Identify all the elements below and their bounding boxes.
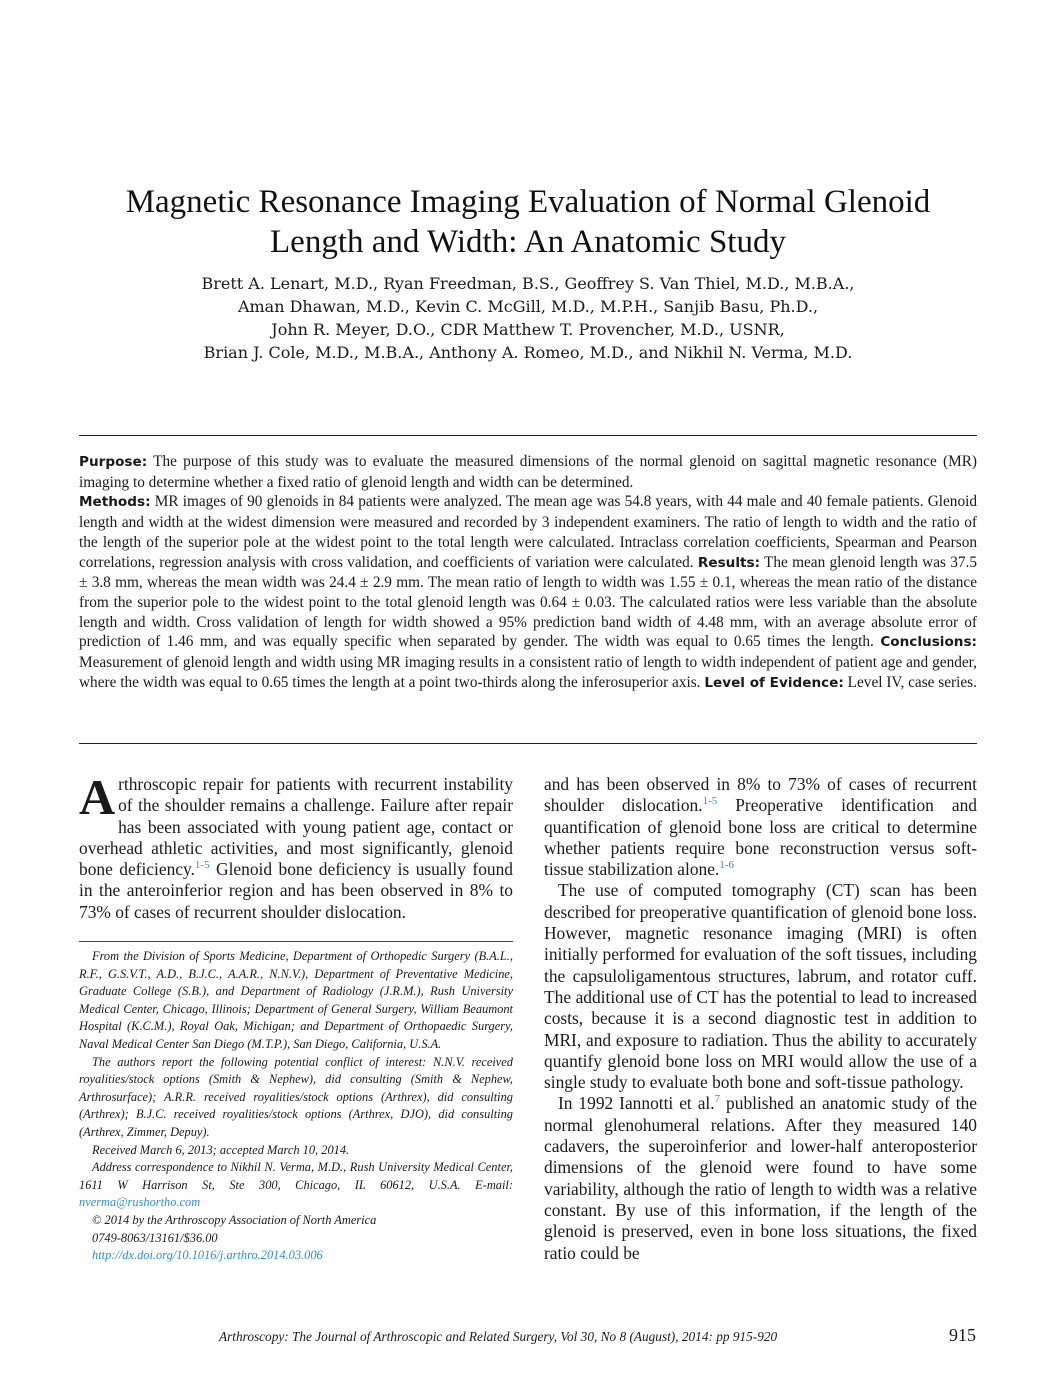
citation-link[interactable]: 1-6 [719, 859, 734, 872]
intro-text-b: Glenoid bone deficiency is usually found in the anteroinferior region and has been observed in 8% to 73% of cases of recurrent shoulder dislocation. [79, 859, 513, 922]
body-column-right [544, 774, 977, 1264]
conclusions-text: Measurement of glenoid length and width using MR imaging results in a consistent ratio of length to width independent of patient age and gender, where the width was equal to 0.65 times the length at a point two-thirds along the inferosuperior axis. [79, 654, 977, 691]
body-column-left [79, 774, 513, 922]
intro-continued: and has been observed in 8% to 73% of cases of recurrent shoulder dislocation.$^{1-5}$ Preoperative identification and quantification of glenoid bone loss are critical to determine whether patients require bone reconstruction versus soft-tissue stabilization alone.$^{1-6}$ [544, 774, 977, 880]
author-line-4: Brian J. Cole, M.D., M.B.A., Anthony A. Romeo, M.D., and Nikhil N. Verma, M.D. [203, 343, 853, 362]
title-line-2: Length and Width: An Anatomic Study [270, 224, 786, 260]
citation-link[interactable]: 1-5 [702, 795, 718, 808]
ct-paragraph: The use of computed tomography (CT) scan has been described for preoperative quantification of glenoid bone loss. However, magnetic resonance imaging (MRI) is often initially performed for evaluation of the soft tissues, including the capsuloligamentous structures, labrum, and rotator cuff. The additional use of CT has the potential to lead to increased costs, because it is a second diagnostic test in addition to MRI, and exposure to radiation. Thus the ability to accurately quantify glenoid bone loss on MRI would allow the use of a single study to evaluate both bone and soft-tissue pathology. [544, 880, 977, 1093]
results-text: The mean glenoid length was 37.5 ± 3.8 mm, whereas the mean width was 24.4 ± 2.9 mm. The mean ratio of length to width was 1.55 ± 0.1, whereas the mean ratio of the distance from the superior pole to the widest point to the total glenoid length was 0.64 ± 0.03. The calculated ratios were less variable than the absolute length and width. Cross validation of length for width showed a 95% prediction band width of 4.48 mm, with an average absolute error of prediction of 1.46 mm, and was equally specific when separated by gender. The width was equal to 0.65 times the length. [79, 553, 977, 651]
author-line-3: John R. Meyer, D.O., CDR Matthew T. Provencher, M.D., USNR, [271, 320, 785, 339]
footnote-rule [79, 941, 513, 942]
doi-link-text[interactable]: http://dx.doi.org/10.1016/j.arthro.2014.03.006 [92, 1248, 323, 1263]
email-link[interactable]: nverma@rushortho.com [79, 1195, 201, 1210]
address-note [79, 1159, 513, 1212]
evidence-label: Level of Evidence: [704, 674, 844, 691]
copyright-note: © 2014 by the Arthroscopy Association of North America [92, 1212, 377, 1227]
evidence-text: Level IV, case series. [847, 673, 977, 691]
title-line-1: Magnetic Resonance Imaging Evaluation of Normal Glenoid [125, 184, 931, 220]
purpose-label: Purpose: [79, 454, 148, 470]
address-text: Address correspondence to Nikhil N. Verma, M.D., Rush University Medical Center, 1611 W Harrison St, Ste 300, Chicago, IL 60612, U.S.A. E-mail: [79, 1160, 513, 1192]
conclusions-label: Conclusions: [880, 634, 977, 651]
article-title [60, 182, 996, 262]
affiliation-note: From the Division of Sports Medicine, Department of Orthopedic Surgery (B.A.L., R.F., G.S.V.T., A.D., B.J.C., A.A.R., N.N.V.), Department of Preventative Medicine, Graduate College (S.B.), and Department of Radiology (J.R.M.), Rush University Medical Center, Chicago, Illinois; Department of General Surgery, William Beaumont Hospital (K.C.M.), Royal Oak, Michigan; and Department of Orthopaedic Surgery, Naval Medical Center San Diego (M.T.P.), San Diego, California, U.S.A. [79, 949, 513, 1051]
author-line-2: Aman Dhawan, M.D., Kevin C. McGill, M.D., M.P.H., Sanjib Basu, Ph.D., [237, 297, 819, 316]
intro-text-a: rthroscopic repair for patients with recurrent instability of the shoulder remains a challenge. Failure after repair has been associated with young patient age, contact or overhead athletic activities, and most significantly, glenoid bone deficiency. [79, 774, 513, 880]
citation-link[interactable]: 7 [714, 1093, 721, 1106]
received-note: Received March 6, 2013; accepted March 10, 2014. [92, 1142, 350, 1157]
results-label: Results: [697, 554, 761, 571]
doi-link[interactable] [79, 1247, 513, 1265]
intro-text-c: Preoperative identification and quantification of glenoid bone loss are critical to determine whether patients require bone reconstruction versus soft-tissue stabilization alone. [544, 795, 977, 880]
journal-footer: Arthroscopy: The Journal of Arthroscopic and Related Surgery, Vol 30, No 8 (August), 2014: pp 915-920 [219, 1329, 778, 1344]
footnotes [79, 948, 513, 1265]
iannotti-paragraph [544, 1093, 977, 1263]
page-number: 915 [949, 1325, 976, 1345]
purpose-text: The purpose of this study was to evaluate the measured dimensions of the normal glenoid on sagittal magnetic resonance (MR) imaging to determine whether a fixed ratio of glenoid length and width can be determined. [79, 453, 977, 491]
iannotti-text-a: In 1992 Iannotti et al. [558, 1093, 715, 1114]
code-note: 0749-8063/13161/$36.00 [92, 1230, 218, 1245]
conflict-note: The authors report the following potential conflict of interest: N.N.V. received royalities/stock options (Smith & Nephew), did consulting (Smith & Nephew, Arthrosurface); A.R.R. received royalities/stock options (Arthrex), did consulting (Arthrex); B.J.C. received royalities/stock options (Arthrex, DJO), did consulting (Arthrex, Zimmer, Depuy). [79, 1054, 513, 1139]
author-list [60, 272, 996, 364]
intro-paragraph [79, 774, 513, 922]
abstract [79, 452, 977, 693]
abstract-top-rule [79, 435, 977, 436]
citation-link[interactable]: 1-5 [194, 859, 210, 872]
author-line-1: Brett A. Lenart, M.D., Ryan Freedman, B.S., Geoffrey S. Van Thiel, M.D., M.B.A., [201, 274, 855, 293]
methods-text: MR images of 90 glenoids in 84 patients were analyzed. The mean age was 54.8 years, with 44 male and 40 female patients. Glenoid length and width at the widest dimension were measured and recorded by 3 independent examiners. The ratio of length to width and the ratio of the length of the superior pole at the widest point to the total length were calculated. Intraclass correlation coefficients, Spearman and Pearson correlations, regression analysis with cross validation, and coefficients of variation were calculated. [79, 493, 977, 571]
abstract-bottom-rule [79, 743, 977, 744]
drop-cap: A [79, 774, 116, 825]
iannotti-text-b: published an anatomic study of the normal glenohumeral relations. After they measured 140 cadavers, the superoinferior and lower-half anteroposterior dimensions of the glenoid were found to have some variability, although the ratio of length to width was a relative constant. By use of this information, if the length of the glenoid is preserved, even in bone loss situations, the fixed ratio could be [544, 1093, 977, 1263]
methods-label: Methods: [79, 494, 151, 511]
